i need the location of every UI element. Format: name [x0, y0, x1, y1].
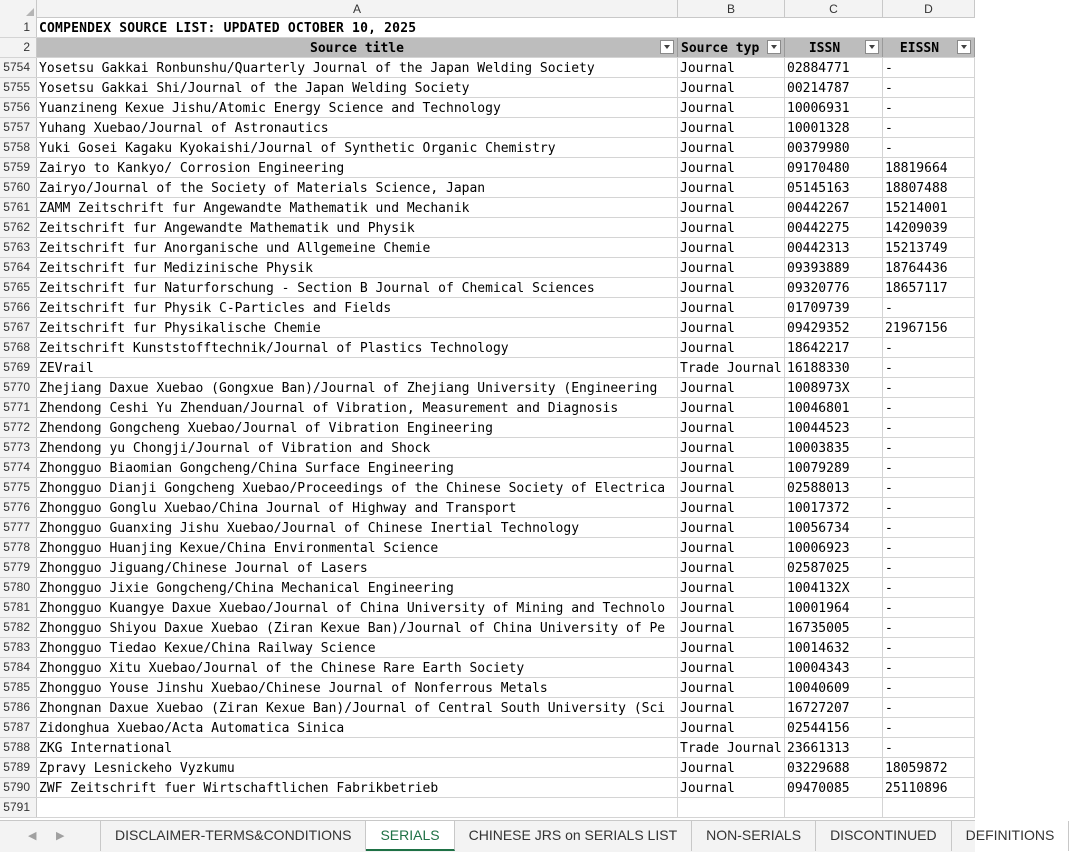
cell-source-title[interactable]: Zeitschrift fur Anorganische und Allgemeine Chemie	[37, 238, 678, 257]
cell-source-type[interactable]: Journal	[678, 398, 785, 417]
row-number[interactable]: 5789	[0, 758, 37, 777]
cell-issn[interactable]: 10079289	[785, 458, 883, 477]
table-row	[0, 398, 975, 418]
cell-eissn[interactable]	[883, 798, 975, 817]
cell-issn[interactable]: 00214787	[785, 78, 883, 97]
data-rows	[0, 58, 975, 818]
cell-source-title[interactable]: Yuanzineng Kexue Jishu/Atomic Energy Science and Technology	[37, 98, 678, 117]
filter-dropdown-icon[interactable]	[767, 40, 781, 54]
cell-source-type[interactable]: Journal	[678, 698, 785, 717]
cell-eissn[interactable]: -	[883, 398, 975, 417]
cell-source-type[interactable]: Journal	[678, 578, 785, 597]
row-number[interactable]: 5774	[0, 458, 37, 477]
column-header-a[interactable]: A	[37, 0, 678, 18]
cell-issn[interactable]: 10046801	[785, 398, 883, 417]
cell-issn[interactable]: 1004132X	[785, 578, 883, 597]
cell-source-title[interactable]: Zhongguo Jiguang/Chinese Journal of Lasers	[37, 558, 678, 577]
cell-issn[interactable]: 03229688	[785, 758, 883, 777]
cell-source-title[interactable]: Zhongguo Shiyou Daxue Xuebao (Ziran Kexue Ban)/Journal of China University of Pe	[37, 618, 678, 637]
cell-source-type[interactable]: Journal	[678, 318, 785, 337]
row-number[interactable]: 5791	[0, 798, 37, 817]
row-number[interactable]: 5757	[0, 118, 37, 137]
filter-dropdown-icon[interactable]	[957, 40, 971, 54]
cell-issn[interactable]: 02588013	[785, 478, 883, 497]
row-number[interactable]: 5764	[0, 258, 37, 277]
cell-eissn[interactable]: 21967156	[883, 318, 975, 337]
sheet-tabs	[100, 821, 1069, 851]
cell-issn[interactable]: 10003835	[785, 438, 883, 457]
header-label: ISSN	[808, 41, 841, 56]
cell-source-type[interactable]: Journal	[678, 58, 785, 77]
cell-source-type[interactable]: Journal	[678, 418, 785, 437]
cell-source-type[interactable]: Journal	[678, 598, 785, 617]
table-row	[0, 698, 975, 718]
cell-source-type[interactable]: Journal	[678, 438, 785, 457]
cell-eissn[interactable]: -	[883, 658, 975, 677]
cell-eissn[interactable]: -	[883, 738, 975, 757]
table-row	[0, 338, 975, 358]
row-number[interactable]: 5775	[0, 478, 37, 497]
row-number[interactable]: 5776	[0, 498, 37, 517]
select-all-corner[interactable]	[0, 0, 37, 18]
table-row	[0, 638, 975, 658]
rows-container	[0, 18, 975, 818]
cell-issn[interactable]: 09320776	[785, 278, 883, 297]
row-number[interactable]: 5782	[0, 618, 37, 637]
cell-source-title[interactable]: Yosetsu Gakkai Shi/Journal of the Japan Welding Society	[37, 78, 678, 97]
cell-source-type[interactable]: Journal	[678, 618, 785, 637]
cell-issn[interactable]: 10001328	[785, 118, 883, 137]
table-row	[0, 558, 975, 578]
cell-source-title[interactable]: Zeitschrift fur Medizinische Physik	[37, 258, 678, 277]
cell-issn[interactable]: 00442267	[785, 198, 883, 217]
cell-eissn[interactable]: -	[883, 458, 975, 477]
table-row	[0, 298, 975, 318]
sheet-tab-bar	[0, 820, 1055, 852]
cell-eissn[interactable]: -	[883, 578, 975, 597]
cell-eissn[interactable]: -	[883, 438, 975, 457]
table-row	[0, 98, 975, 118]
cell-eissn[interactable]: -	[883, 678, 975, 697]
header-label: EISSN	[899, 41, 940, 56]
row-number[interactable]: 5778	[0, 538, 37, 557]
cell-source-title[interactable]: Zhongguo Tiedao Kexue/China Railway Science	[37, 638, 678, 657]
cell-source-title[interactable]: Yuki Gosei Kagaku Kyokaishi/Journal of Synthetic Organic Chemistry	[37, 138, 678, 157]
row-number[interactable]: 1	[0, 18, 37, 37]
row-number[interactable]: 5771	[0, 398, 37, 417]
table-row	[0, 758, 975, 778]
row-number[interactable]: 5783	[0, 638, 37, 657]
column-header-c[interactable]: C	[785, 0, 883, 18]
cell-eissn[interactable]: -	[883, 78, 975, 97]
cell-source-type[interactable]: Journal	[678, 558, 785, 577]
row-number[interactable]: 5754	[0, 58, 37, 77]
cell-source-title[interactable]: Zeitschrift fur Physik C-Particles and Fields	[37, 298, 678, 317]
sheet-tab[interactable]: DISCONTINUED	[816, 821, 952, 851]
cell-issn[interactable]: 10014632	[785, 638, 883, 657]
cell-source-title[interactable]: ZWF Zeitschrift fuer Wirtschaftlichen Fabrikbetrieb	[37, 778, 678, 797]
cell-eissn[interactable]: -	[883, 538, 975, 557]
cell-source-type[interactable]: Journal	[678, 478, 785, 497]
row-number[interactable]: 5773	[0, 438, 37, 457]
table-row	[0, 118, 975, 138]
header-issn[interactable]	[785, 38, 883, 57]
header-label: Source title	[310, 41, 404, 56]
cell-issn[interactable]: 00442275	[785, 218, 883, 237]
row-number[interactable]: 5785	[0, 678, 37, 697]
cell-issn[interactable]: 10004343	[785, 658, 883, 677]
cell-eissn[interactable]: -	[883, 358, 975, 377]
cell-source-title[interactable]: Zhongguo Jixie Gongcheng/China Mechanical Engineering	[37, 578, 678, 597]
cell-source-title[interactable]: ZEVrail	[37, 358, 678, 377]
filter-dropdown-icon[interactable]	[865, 40, 879, 54]
cell-source-title[interactable]: Yosetsu Gakkai Ronbunshu/Quarterly Journal of the Japan Welding Society	[37, 58, 678, 77]
cell-source-type[interactable]: Journal	[678, 138, 785, 157]
cell-source-title[interactable]: Zeitschrift fur Naturforschung - Section B Journal of Chemical Sciences	[37, 278, 678, 297]
cell-source-title[interactable]: Zeitschrift fur Physikalische Chemie	[37, 318, 678, 337]
table-row	[0, 478, 975, 498]
cell-eissn[interactable]: -	[883, 478, 975, 497]
table-row	[0, 618, 975, 638]
header-source-title[interactable]	[37, 38, 678, 57]
cell-source-title[interactable]: Zhongguo Huanjing Kexue/China Environmental Science	[37, 538, 678, 557]
cell-source-type[interactable]: Journal	[678, 78, 785, 97]
row-number[interactable]: 5765	[0, 278, 37, 297]
cell-eissn[interactable]: -	[883, 138, 975, 157]
cell-eissn[interactable]: -	[883, 338, 975, 357]
cell-eissn[interactable]: -	[883, 558, 975, 577]
cell-eissn[interactable]: 25110896	[883, 778, 975, 797]
cell-issn[interactable]: 10044523	[785, 418, 883, 437]
row-number[interactable]: 5780	[0, 578, 37, 597]
cell-source-type[interactable]: Journal	[678, 298, 785, 317]
filter-dropdown-icon[interactable]	[660, 40, 674, 54]
cell-issn[interactable]: 23661313	[785, 738, 883, 757]
cell-source-type[interactable]: Journal	[678, 178, 785, 197]
cell-eissn[interactable]: -	[883, 418, 975, 437]
cell-eissn[interactable]: 15214001	[883, 198, 975, 217]
cell-source-title[interactable]: Zhendong yu Chongji/Journal of Vibration and Shock	[37, 438, 678, 457]
cell-source-type[interactable]: Journal	[678, 758, 785, 777]
table-row	[0, 58, 975, 78]
sheet-tab[interactable]: CHINESE JRS on SERIALS LIST	[455, 821, 693, 851]
cell-source-title[interactable]: Zhongguo Xitu Xuebao/Journal of the Chinese Rare Earth Society	[37, 658, 678, 677]
cell-issn[interactable]: 09429352	[785, 318, 883, 337]
table-row	[0, 358, 975, 378]
cell-source-type[interactable]	[678, 798, 785, 817]
cell-issn[interactable]: 10040609	[785, 678, 883, 697]
row-number[interactable]: 5770	[0, 378, 37, 397]
row-number[interactable]: 5772	[0, 418, 37, 437]
cell-source-title[interactable]: Zhongguo Guanxing Jishu Xuebao/Journal of Chinese Inertial Technology	[37, 518, 678, 537]
cell-eissn[interactable]: -	[883, 58, 975, 77]
table-row	[0, 278, 975, 298]
cell-source-title[interactable]: Zidonghua Xuebao/Acta Automatica Sinica	[37, 718, 678, 737]
cell-source-title[interactable]: Zairyo/Journal of the Society of Materials Science, Japan	[37, 178, 678, 197]
row-number[interactable]: 5760	[0, 178, 37, 197]
cell-source-title[interactable]: Zpravy Lesnickeho Vyzkumu	[37, 758, 678, 777]
row-number[interactable]: 5767	[0, 318, 37, 337]
cell-eissn[interactable]: -	[883, 518, 975, 537]
cell-source-title[interactable]: Zeitschrift Kunststofftechnik/Journal of Plastics Technology	[37, 338, 678, 357]
sheet-tab[interactable]: NON-SERIALS	[692, 821, 816, 851]
cell-eissn[interactable]: -	[883, 638, 975, 657]
tab-scroll-right-icon[interactable]: ▶	[56, 830, 65, 842]
cell-issn[interactable]: 02587025	[785, 558, 883, 577]
table-row	[0, 378, 975, 398]
cell-issn[interactable]: 01709739	[785, 298, 883, 317]
cell-source-title[interactable]: Zhongnan Daxue Xuebao (Ziran Kexue Ban)/Journal of Central South University (Sci	[37, 698, 678, 717]
table-row	[0, 238, 975, 258]
tab-scroll-left-icon[interactable]: ◀	[28, 830, 37, 842]
cell-issn[interactable]: 16735005	[785, 618, 883, 637]
table-row	[0, 658, 975, 678]
title-row	[0, 18, 975, 38]
cell-source-title[interactable]: Zeitschrift fur Angewandte Mathematik und Physik	[37, 218, 678, 237]
cell-source-title[interactable]	[37, 798, 678, 817]
cell-source-title[interactable]: Yuhang Xuebao/Journal of Astronautics	[37, 118, 678, 137]
row-number[interactable]: 5758	[0, 138, 37, 157]
cell-source-type[interactable]: Journal	[678, 458, 785, 477]
table-row	[0, 318, 975, 338]
cell-eissn[interactable]: -	[883, 498, 975, 517]
cell-source-type[interactable]: Journal	[678, 338, 785, 357]
cell-source-title[interactable]: Zhongguo Biaomian Gongcheng/China Surface Engineering	[37, 458, 678, 477]
cell-source-type[interactable]: Journal	[678, 678, 785, 697]
row-number[interactable]: 5790	[0, 778, 37, 797]
cell-source-type[interactable]: Trade Journal	[678, 738, 785, 757]
table-row	[0, 578, 975, 598]
cell-issn[interactable]: 09170480	[785, 158, 883, 177]
row-number[interactable]: 2	[0, 38, 37, 57]
table-row	[0, 438, 975, 458]
cell-eissn[interactable]: 15213749	[883, 238, 975, 257]
cell-source-title[interactable]: Zhendong Ceshi Yu Zhenduan/Journal of Vibration, Measurement and Diagnosis	[37, 398, 678, 417]
cell-issn[interactable]: 10001964	[785, 598, 883, 617]
cell-source-type[interactable]: Journal	[678, 218, 785, 237]
table-row	[0, 718, 975, 738]
cell-issn[interactable]: 02884771	[785, 58, 883, 77]
sheet-tab[interactable]: SERIALS	[366, 821, 454, 851]
table-row	[0, 518, 975, 538]
row-number[interactable]: 5759	[0, 158, 37, 177]
table-row	[0, 418, 975, 438]
cell-eissn[interactable]: 18059872	[883, 758, 975, 777]
cell-eissn[interactable]: -	[883, 378, 975, 397]
cell-issn[interactable]: 16188330	[785, 358, 883, 377]
cell-issn[interactable]: 16727207	[785, 698, 883, 717]
cell-eissn[interactable]: 18657117	[883, 278, 975, 297]
cell-source-title[interactable]: ZAMM Zeitschrift fur Angewandte Mathematik und Mechanik	[37, 198, 678, 217]
cell-source-type[interactable]: Journal	[678, 118, 785, 137]
cell-eissn[interactable]: 18819664	[883, 158, 975, 177]
cell-source-type[interactable]: Journal	[678, 498, 785, 517]
cell-source-type[interactable]: Journal	[678, 98, 785, 117]
row-number[interactable]: 5769	[0, 358, 37, 377]
row-number[interactable]: 5762	[0, 218, 37, 237]
cell-source-title[interactable]: Zhongguo Dianji Gongcheng Xuebao/Proceedings of the Chinese Society of Electrica	[37, 478, 678, 497]
row-number[interactable]: 5766	[0, 298, 37, 317]
header-source-type[interactable]	[678, 38, 785, 57]
cell-source-title[interactable]: Zhongguo Youse Jinshu Xuebao/Chinese Journal of Nonferrous Metals	[37, 678, 678, 697]
row-number[interactable]: 5761	[0, 198, 37, 217]
table-row	[0, 598, 975, 618]
table-row	[0, 78, 975, 98]
row-number[interactable]: 5781	[0, 598, 37, 617]
cell-eissn[interactable]: -	[883, 298, 975, 317]
cell-issn[interactable]: 05145163	[785, 178, 883, 197]
cell-issn[interactable]: 02544156	[785, 718, 883, 737]
column-header-b[interactable]: B	[678, 0, 785, 18]
row-number[interactable]: 5755	[0, 78, 37, 97]
cell-eissn[interactable]: 14209039	[883, 218, 975, 237]
cell-issn[interactable]: 09470085	[785, 778, 883, 797]
cell-issn[interactable]: 00379980	[785, 138, 883, 157]
cell-eissn[interactable]: -	[883, 98, 975, 117]
table-row	[0, 678, 975, 698]
cell-issn[interactable]: 10006923	[785, 538, 883, 557]
cell-issn[interactable]: 10006931	[785, 98, 883, 117]
cell-issn[interactable]: 00442313	[785, 238, 883, 257]
cell-eissn[interactable]: 18764436	[883, 258, 975, 277]
cell-issn[interactable]	[785, 798, 883, 817]
cell-eissn[interactable]: -	[883, 618, 975, 637]
table-row	[0, 738, 975, 758]
row-number[interactable]: 5777	[0, 518, 37, 537]
table-row	[0, 198, 975, 218]
table-row	[0, 178, 975, 198]
cell-issn[interactable]: 1008973X	[785, 378, 883, 397]
row-number[interactable]: 5763	[0, 238, 37, 257]
row-number[interactable]: 5768	[0, 338, 37, 357]
cell-source-type[interactable]: Journal	[678, 258, 785, 277]
row-number[interactable]: 5786	[0, 698, 37, 717]
table-row	[0, 218, 975, 238]
cell-source-type[interactable]: Journal	[678, 198, 785, 217]
header-label: Source typ	[681, 41, 760, 56]
table-row	[0, 458, 975, 478]
cell-source-title[interactable]: Zhejiang Daxue Xuebao (Gongxue Ban)/Journal of Zhejiang University (Engineering	[37, 378, 678, 397]
cell-issn[interactable]: 10017372	[785, 498, 883, 517]
cell-source-type[interactable]: Journal	[678, 238, 785, 257]
cell-source-title[interactable]: Zhongguo Kuangye Daxue Xuebao/Journal of China University of Mining and Technolo	[37, 598, 678, 617]
table-row	[0, 778, 975, 798]
cell-source-title[interactable]: Zhongguo Gonglu Xuebao/China Journal of Highway and Transport	[37, 498, 678, 517]
row-number[interactable]: 5784	[0, 658, 37, 677]
header-eissn[interactable]	[883, 38, 975, 57]
table-row	[0, 798, 975, 818]
row-number[interactable]: 5779	[0, 558, 37, 577]
cell-source-type[interactable]: Journal	[678, 538, 785, 557]
table-row	[0, 258, 975, 278]
cell-issn[interactable]: 18642217	[785, 338, 883, 357]
cell-eissn[interactable]: 18807488	[883, 178, 975, 197]
cell-eissn[interactable]: -	[883, 118, 975, 137]
table-row	[0, 138, 975, 158]
sheet-tab[interactable]: DISCLAIMER-TERMS&CONDITIONS	[100, 821, 366, 851]
cell-source-type[interactable]: Journal	[678, 718, 785, 737]
cell-issn[interactable]: 09393889	[785, 258, 883, 277]
cell-issn[interactable]: 10056734	[785, 518, 883, 537]
sheet-tab[interactable]: DEFINITIONS	[952, 821, 1069, 851]
cell-source-type[interactable]: Trade Journal	[678, 358, 785, 377]
table-row	[0, 158, 975, 178]
cell-source-title[interactable]: ZKG International	[37, 738, 678, 757]
table-row	[0, 538, 975, 558]
row-number[interactable]: 5756	[0, 98, 37, 117]
cell-source-type[interactable]: Journal	[678, 778, 785, 797]
cell-source-type[interactable]: Journal	[678, 158, 785, 177]
cell-source-title[interactable]: Zairyo to Kankyo/ Corrosion Engineering	[37, 158, 678, 177]
cell-eissn[interactable]: -	[883, 718, 975, 737]
cell-eissn[interactable]: -	[883, 598, 975, 617]
cell-source-type[interactable]: Journal	[678, 518, 785, 537]
cell-source-title[interactable]: Zhendong Gongcheng Xuebao/Journal of Vibration Engineering	[37, 418, 678, 437]
cell-source-type[interactable]: Journal	[678, 278, 785, 297]
cell-eissn[interactable]: -	[883, 698, 975, 717]
cell-source-type[interactable]: Journal	[678, 638, 785, 657]
cell-source-type[interactable]: Journal	[678, 378, 785, 397]
column-header-row	[0, 0, 975, 18]
cell-source-type[interactable]: Journal	[678, 658, 785, 677]
column-header-d[interactable]: D	[883, 0, 975, 18]
table-row	[0, 498, 975, 518]
row-number[interactable]: 5787	[0, 718, 37, 737]
header-row	[0, 38, 975, 58]
sheet-title-cell[interactable]: COMPENDEX SOURCE LIST: UPDATED OCTOBER 10, 2025	[39, 21, 417, 36]
row-number[interactable]: 5788	[0, 738, 37, 757]
